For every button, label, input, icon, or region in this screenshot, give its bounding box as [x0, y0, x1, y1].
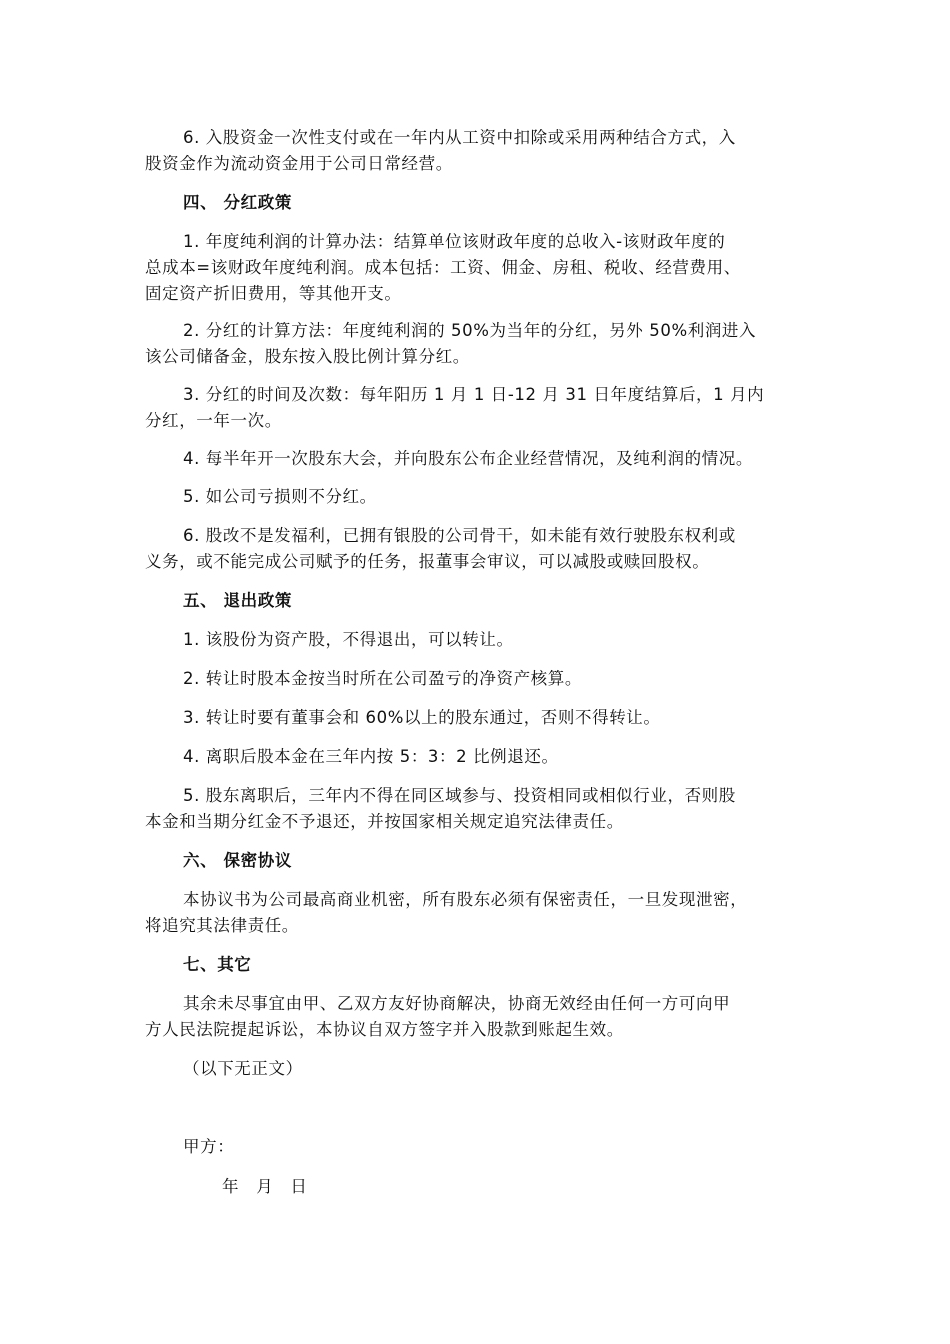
signature-date-line: 年 月 日: [222, 1177, 308, 1196]
paragraph-stock-6-line2: 股资金作为流动资金用于公司日常经营。: [145, 154, 453, 173]
s4-item5-line1: 5. 如公司亏损则不分红。: [183, 487, 377, 506]
section-6-heading: 六、 保密协议: [183, 851, 292, 870]
paragraph-stock-6-line1: 6. 入股资金一次性支付或在一年内从工资中扣除或采用两种结合方式，入: [183, 128, 736, 147]
s4-item6-line2: 义务，或不能完成公司赋予的任务，报董事会审议，可以减股或赎回股权。: [145, 552, 710, 571]
party-a-signature-label: 甲方：: [183, 1137, 235, 1156]
section-7-heading: 七、其它: [183, 955, 252, 974]
s5-item3-line1: 3. 转让时要有董事会和 60%以上的股东通过，否则不得转让。: [183, 708, 661, 727]
s4-item6-line1: 6. 股改不是发福利，已拥有银股的公司骨干，如未能有效行驶股东权利或: [183, 526, 736, 545]
section-4-heading: 四、 分红政策: [183, 193, 292, 212]
s4-item4-line1: 4. 每半年开一次股东大会，并向股东公布企业经营情况，及纯利润的情况。: [183, 449, 753, 468]
closing-note: （以下无正文）: [183, 1059, 303, 1078]
s5-item2-line1: 2. 转让时股本金按当时所在公司盈亏的净资产核算。: [183, 669, 582, 688]
s5-item5-line1: 5. 股东离职后，三年内不得在同区域参与、投资相同或相似行业，否则股: [183, 786, 736, 805]
s5-item5-line2: 本金和当期分红金不予退还，并按国家相关规定追究法律责任。: [145, 812, 624, 831]
s5-item1-line1: 1. 该股份为资产股，不得退出，可以转让。: [183, 630, 514, 649]
s4-item1-line3: 固定资产折旧费用，等其他开支。: [145, 284, 402, 303]
s7-body-line1: 其余未尽事宜由甲、乙双方友好协商解决，协商无效经由任何一方可向甲: [183, 994, 731, 1013]
s4-item3-line2: 分红，一年一次。: [145, 411, 282, 430]
s4-item2-line1: 2. 分红的计算方法：年度纯利润的 50%为当年的分红，另外 50%利润进入: [183, 321, 757, 340]
s7-body-line2: 方人民法院提起诉讼，本协议自双方签字并入股款到账起生效。: [145, 1020, 624, 1039]
s4-item2-line2: 该公司储备金，股东按入股比例计算分红。: [145, 347, 470, 366]
s6-body-line2: 将追究其法律责任。: [145, 916, 299, 935]
section-5-heading: 五、 退出政策: [183, 591, 292, 610]
s5-item4-line1: 4. 离职后股本金在三年内按 5：3：2 比例退还。: [183, 747, 559, 766]
s4-item1-line2: 总成本=该财政年度纯利润。成本包括：工资、佣金、房租、税收、经营费用、: [145, 258, 741, 277]
s6-body-line1: 本协议书为公司最高商业机密，所有股东必须有保密责任，一旦发现泄密，: [183, 890, 748, 909]
s4-item3-line1: 3. 分红的时间及次数：每年阳历 1 月 1 日-12 月 31 日年度结算后，1 月内: [183, 385, 765, 404]
s4-item1-line1: 1. 年度纯利润的计算办法：结算单位该财政年度的总收入-该财政年度的: [183, 232, 726, 251]
